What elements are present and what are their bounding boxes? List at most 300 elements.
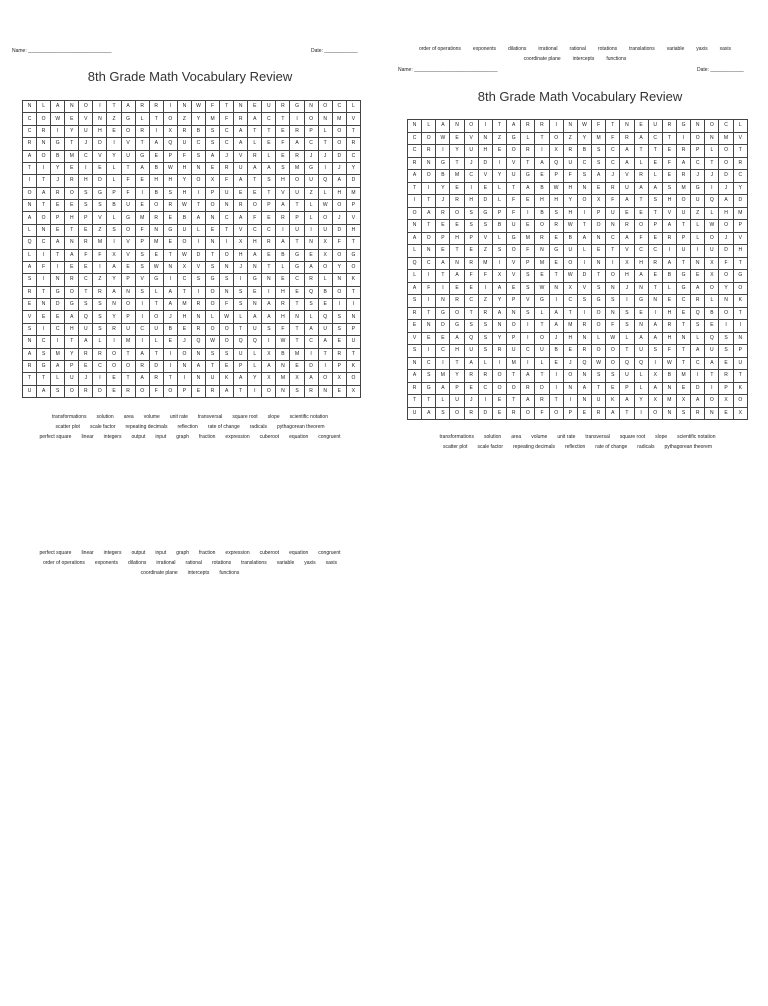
grid-row bbox=[23, 150, 361, 162]
grid-cell: R bbox=[346, 138, 360, 150]
grid-cell: S bbox=[135, 261, 149, 273]
grid-cell: U bbox=[79, 323, 93, 335]
grid-cell: N bbox=[606, 307, 620, 320]
grid-cell: P bbox=[521, 257, 535, 270]
grid-cell: S bbox=[577, 295, 591, 308]
grid-cell: E bbox=[37, 311, 51, 323]
grid-cell: A bbox=[163, 286, 177, 298]
word-list-item: output bbox=[131, 434, 146, 440]
grid-cell: L bbox=[304, 311, 318, 323]
grid-row bbox=[408, 257, 748, 270]
grid-cell: E bbox=[79, 224, 93, 236]
grid-cell: T bbox=[648, 282, 662, 295]
grid-cell: E bbox=[549, 357, 563, 370]
grid-cell: U bbox=[620, 370, 634, 383]
grid-cell: R bbox=[450, 295, 464, 308]
grid-cell: M bbox=[535, 257, 549, 270]
word-list-item: transformations bbox=[52, 414, 87, 420]
grid-cell: W bbox=[191, 101, 205, 113]
grid-cell: N bbox=[436, 295, 450, 308]
grid-cell: E bbox=[107, 125, 121, 137]
grid-cell: E bbox=[464, 282, 478, 295]
grid-cell: I bbox=[422, 270, 436, 283]
grid-cell: R bbox=[23, 286, 37, 298]
grid-cell: P bbox=[492, 207, 506, 220]
grid-cell: C bbox=[304, 138, 318, 150]
grid-cell: I bbox=[577, 257, 591, 270]
grid-cell: Y bbox=[107, 150, 121, 162]
grid-cell: R bbox=[662, 232, 676, 245]
grid-cell: C bbox=[23, 125, 37, 137]
grid-cell: W bbox=[436, 132, 450, 145]
grid-cell: Z bbox=[177, 113, 191, 125]
word-list-item: integers bbox=[103, 550, 122, 556]
grid-cell: E bbox=[436, 220, 450, 233]
word-list-item: input bbox=[155, 434, 167, 440]
grid-cell: A bbox=[51, 237, 65, 249]
grid-cell: Z bbox=[691, 207, 705, 220]
grid-cell: N bbox=[563, 382, 577, 395]
grid-cell: O bbox=[191, 175, 205, 187]
grid-cell: U bbox=[733, 357, 747, 370]
grid-cell: U bbox=[691, 195, 705, 208]
grid-cell: R bbox=[535, 232, 549, 245]
grid-cell: O bbox=[346, 261, 360, 273]
grid-cell: A bbox=[290, 138, 304, 150]
grid-cell: O bbox=[422, 232, 436, 245]
grid-cell: I bbox=[23, 175, 37, 187]
grid-cell: E bbox=[65, 162, 79, 174]
word-list-item: slope bbox=[655, 434, 668, 440]
word-list-item: slope bbox=[267, 414, 280, 420]
grid-cell: O bbox=[262, 385, 276, 397]
word-list-item: cuberoot bbox=[259, 550, 280, 556]
grid-cell: W bbox=[535, 282, 549, 295]
grid-cell: G bbox=[634, 295, 648, 308]
grid-cell: O bbox=[705, 120, 719, 133]
grid-cell: S bbox=[592, 145, 606, 158]
grid-cell: T bbox=[676, 357, 690, 370]
grid-cell: E bbox=[304, 249, 318, 261]
grid-cell: I bbox=[422, 295, 436, 308]
grid-cell: S bbox=[691, 320, 705, 333]
grid-cell: A bbox=[719, 195, 733, 208]
grid-cell: A bbox=[577, 382, 591, 395]
word-list-item: reflection bbox=[564, 444, 586, 450]
grid-cell: D bbox=[304, 360, 318, 372]
grid-cell: U bbox=[450, 395, 464, 408]
grid-row bbox=[408, 395, 748, 408]
grid-row bbox=[408, 320, 748, 333]
grid-cell: H bbox=[177, 311, 191, 323]
grid-cell: L bbox=[318, 274, 332, 286]
date-field-right: Date: ____________ bbox=[697, 67, 744, 73]
grid-cell: E bbox=[191, 385, 205, 397]
grid-cell: I bbox=[464, 182, 478, 195]
grid-cell: X bbox=[107, 249, 121, 261]
grid-cell: A bbox=[450, 332, 464, 345]
grid-cell: T bbox=[450, 157, 464, 170]
grid-cell: T bbox=[121, 373, 135, 385]
grid-cell: Y bbox=[346, 162, 360, 174]
grid-row bbox=[23, 162, 361, 174]
grid-cell: I bbox=[606, 257, 620, 270]
grid-cell: A bbox=[121, 101, 135, 113]
grid-cell: U bbox=[220, 187, 234, 199]
grid-cell: I bbox=[191, 237, 205, 249]
grid-cell: B bbox=[51, 150, 65, 162]
grid-cell: N bbox=[705, 407, 719, 420]
grid-cell: W bbox=[163, 162, 177, 174]
grid-cell: E bbox=[691, 270, 705, 283]
grid-cell: I bbox=[719, 320, 733, 333]
grid-cell: I bbox=[37, 162, 51, 174]
grid-cell: Z bbox=[93, 224, 107, 236]
grid-cell: H bbox=[248, 237, 262, 249]
grid-cell: V bbox=[464, 132, 478, 145]
grid-cell: E bbox=[676, 382, 690, 395]
grid-cell: U bbox=[290, 187, 304, 199]
grid-cell: T bbox=[37, 175, 51, 187]
grid-cell: A bbox=[23, 212, 37, 224]
grid-cell: S bbox=[620, 320, 634, 333]
grid-cell: W bbox=[276, 336, 290, 348]
grid-cell: M bbox=[676, 182, 690, 195]
grid-cell: I bbox=[436, 357, 450, 370]
grid-row bbox=[23, 373, 361, 385]
grid-cell: D bbox=[93, 385, 107, 397]
grid-cell: L bbox=[191, 224, 205, 236]
grid-cell: C bbox=[93, 360, 107, 372]
grid-cell: B bbox=[276, 348, 290, 360]
grid-cell: A bbox=[107, 261, 121, 273]
grid-cell: T bbox=[65, 224, 79, 236]
grid-cell: G bbox=[304, 162, 318, 174]
grid-cell: N bbox=[634, 282, 648, 295]
grid-cell: T bbox=[177, 286, 191, 298]
grid-cell: U bbox=[408, 407, 422, 420]
grid-cell: U bbox=[262, 101, 276, 113]
grid-cell: R bbox=[304, 385, 318, 397]
grid-cell: R bbox=[135, 101, 149, 113]
grid-cell: I bbox=[51, 261, 65, 273]
grid-cell: Z bbox=[478, 245, 492, 258]
grid-cell: E bbox=[276, 150, 290, 162]
grid-cell: F bbox=[535, 407, 549, 420]
grid-cell: E bbox=[634, 120, 648, 133]
grid-cell: M bbox=[65, 150, 79, 162]
grid-cell: J bbox=[620, 282, 634, 295]
grid-cell: S bbox=[79, 187, 93, 199]
grid-cell: O bbox=[206, 200, 220, 212]
grid-cell: G bbox=[149, 274, 163, 286]
word-list-item: variable bbox=[276, 560, 295, 566]
word-list-item: congruent bbox=[318, 550, 341, 556]
grid-cell: O bbox=[705, 395, 719, 408]
grid-cell: P bbox=[65, 360, 79, 372]
grid-cell: E bbox=[163, 212, 177, 224]
grid-cell: T bbox=[606, 120, 620, 133]
grid-cell: U bbox=[304, 175, 318, 187]
grid-cell: A bbox=[634, 182, 648, 195]
grid-cell: N bbox=[121, 286, 135, 298]
grid-cell: T bbox=[65, 138, 79, 150]
grid-cell: E bbox=[592, 182, 606, 195]
grid-cell: N bbox=[606, 220, 620, 233]
grid-cell: P bbox=[163, 150, 177, 162]
grid-cell: N bbox=[577, 182, 591, 195]
grid-cell: T bbox=[492, 120, 506, 133]
word-list-item: area bbox=[511, 434, 522, 440]
grid-cell: T bbox=[346, 348, 360, 360]
grid-cell: O bbox=[65, 187, 79, 199]
word-list-item: irrational bbox=[156, 560, 176, 566]
grid-cell: M bbox=[290, 162, 304, 174]
grid-cell: T bbox=[705, 157, 719, 170]
grid-cell: A bbox=[262, 299, 276, 311]
grid-cell: R bbox=[648, 257, 662, 270]
grid-cell: L bbox=[262, 150, 276, 162]
grid-cell: P bbox=[121, 311, 135, 323]
grid-cell: G bbox=[135, 150, 149, 162]
grid-cell: I bbox=[492, 157, 506, 170]
grid-cell: J bbox=[464, 157, 478, 170]
grid-cell: R bbox=[577, 320, 591, 333]
grid-cell: U bbox=[676, 207, 690, 220]
grid-cell: R bbox=[107, 323, 121, 335]
grid-cell: S bbox=[662, 182, 676, 195]
grid-cell: I bbox=[492, 357, 506, 370]
grid-cell: M bbox=[149, 237, 163, 249]
grid-cell: H bbox=[163, 175, 177, 187]
grid-cell: A bbox=[521, 182, 535, 195]
grid-cell: Y bbox=[332, 261, 346, 273]
grid-cell: S bbox=[592, 157, 606, 170]
grid-cell: I bbox=[521, 320, 535, 333]
grid-cell: N bbox=[37, 138, 51, 150]
grid-cell: V bbox=[276, 187, 290, 199]
grid-cell: R bbox=[733, 157, 747, 170]
grid-cell: U bbox=[346, 336, 360, 348]
grid-cell: I bbox=[149, 125, 163, 137]
grid-row bbox=[23, 101, 361, 113]
word-list-item: transformations bbox=[439, 434, 474, 440]
grid-cell: E bbox=[464, 245, 478, 258]
grid-cell: C bbox=[478, 382, 492, 395]
grid-cell: A bbox=[234, 125, 248, 137]
grid-cell: E bbox=[65, 113, 79, 125]
grid-cell: O bbox=[521, 407, 535, 420]
grid-cell: S bbox=[135, 249, 149, 261]
grid-cell: L bbox=[592, 332, 606, 345]
grid-cell: R bbox=[450, 195, 464, 208]
grid-cell: O bbox=[507, 245, 521, 258]
grid-cell: O bbox=[719, 307, 733, 320]
grid-cell: P bbox=[436, 232, 450, 245]
grid-cell: E bbox=[507, 282, 521, 295]
grid-cell: A bbox=[662, 257, 676, 270]
grid-cell: A bbox=[620, 145, 634, 158]
grid-cell: V bbox=[478, 170, 492, 183]
grid-cell: H bbox=[662, 307, 676, 320]
grid-cell: B bbox=[577, 145, 591, 158]
grid-cell: T bbox=[450, 245, 464, 258]
grid-row bbox=[408, 157, 748, 170]
grid-cell: Q bbox=[408, 257, 422, 270]
grid-cell: O bbox=[121, 360, 135, 372]
grid-cell: M bbox=[177, 299, 191, 311]
grid-cell: P bbox=[648, 220, 662, 233]
grid-cell: Q bbox=[691, 307, 705, 320]
word-list-item: reflection bbox=[177, 424, 198, 430]
grid-cell: L bbox=[408, 270, 422, 283]
grid-cell: F bbox=[478, 270, 492, 283]
grid-cell: Z bbox=[492, 132, 506, 145]
grid-cell: N bbox=[577, 332, 591, 345]
grid-cell: R bbox=[149, 101, 163, 113]
grid-cell: E bbox=[634, 307, 648, 320]
grid-cell: T bbox=[149, 299, 163, 311]
grid-cell: D bbox=[733, 195, 747, 208]
grid-cell: I bbox=[733, 320, 747, 333]
word-list-item: coordinate plane bbox=[523, 56, 561, 62]
grid-cell: P bbox=[620, 382, 634, 395]
grid-cell: A bbox=[549, 320, 563, 333]
grid-cell: P bbox=[262, 200, 276, 212]
grid-cell: C bbox=[37, 336, 51, 348]
grid-cell: L bbox=[634, 370, 648, 383]
grid-cell: K bbox=[346, 360, 360, 372]
grid-cell: O bbox=[691, 132, 705, 145]
grid-row bbox=[23, 212, 361, 224]
grid-cell: W bbox=[549, 182, 563, 195]
grid-cell: O bbox=[592, 345, 606, 358]
word-list-item: graph bbox=[176, 434, 190, 440]
grid-cell: A bbox=[634, 270, 648, 283]
grid-cell: O bbox=[592, 220, 606, 233]
grid-cell: F bbox=[606, 320, 620, 333]
grid-cell: M bbox=[478, 257, 492, 270]
grid-cell: U bbox=[592, 395, 606, 408]
grid-cell: I bbox=[346, 299, 360, 311]
grid-cell: I bbox=[691, 370, 705, 383]
grid-cell: L bbox=[521, 132, 535, 145]
grid-cell: E bbox=[262, 212, 276, 224]
grid-cell: E bbox=[648, 270, 662, 283]
grid-cell: R bbox=[248, 150, 262, 162]
grid-cell: N bbox=[220, 200, 234, 212]
grid-cell: N bbox=[304, 237, 318, 249]
grid-cell: E bbox=[220, 360, 234, 372]
grid-cell: F bbox=[634, 232, 648, 245]
grid-cell: S bbox=[408, 345, 422, 358]
grid-cell: F bbox=[276, 138, 290, 150]
grid-cell: R bbox=[464, 257, 478, 270]
grid-cell: I bbox=[135, 311, 149, 323]
grid-cell: I bbox=[634, 407, 648, 420]
grid-cell: S bbox=[478, 345, 492, 358]
grid-cell: S bbox=[592, 282, 606, 295]
grid-cell: V bbox=[662, 207, 676, 220]
grid-cell: T bbox=[290, 323, 304, 335]
grid-cell: L bbox=[304, 200, 318, 212]
grid-cell: N bbox=[234, 101, 248, 113]
grid-cell: L bbox=[492, 232, 506, 245]
grid-cell: O bbox=[606, 357, 620, 370]
grid-cell: R bbox=[662, 120, 676, 133]
grid-cell: O bbox=[332, 138, 346, 150]
grid-cell: R bbox=[191, 299, 205, 311]
grid-cell: W bbox=[577, 120, 591, 133]
grid-cell: I bbox=[163, 360, 177, 372]
grid-cell: D bbox=[191, 249, 205, 261]
grid-cell: T bbox=[733, 307, 747, 320]
grid-cell: E bbox=[149, 249, 163, 261]
grid-cell: O bbox=[332, 249, 346, 261]
grid-cell: A bbox=[65, 311, 79, 323]
grid-cell: T bbox=[733, 370, 747, 383]
grid-cell: C bbox=[332, 101, 346, 113]
grid-cell: S bbox=[332, 323, 346, 335]
grid-cell: J bbox=[51, 175, 65, 187]
grid-cell: P bbox=[719, 382, 733, 395]
grid-cell: O bbox=[719, 157, 733, 170]
grid-cell: S bbox=[592, 370, 606, 383]
grid-cell: A bbox=[220, 385, 234, 397]
grid-cell: A bbox=[248, 113, 262, 125]
grid-cell: L bbox=[37, 101, 51, 113]
grid-cell: T bbox=[121, 348, 135, 360]
grid-row bbox=[408, 207, 748, 220]
grid-cell: N bbox=[304, 101, 318, 113]
grid-cell: S bbox=[93, 311, 107, 323]
grid-cell: N bbox=[262, 274, 276, 286]
grid-cell: E bbox=[521, 220, 535, 233]
grid-cell: T bbox=[23, 373, 37, 385]
grid-cell: L bbox=[691, 332, 705, 345]
grid-cell: R bbox=[563, 145, 577, 158]
grid-cell: E bbox=[318, 299, 332, 311]
grid-cell: F bbox=[177, 150, 191, 162]
grid-cell: G bbox=[592, 295, 606, 308]
grid-cell: G bbox=[676, 282, 690, 295]
grid-cell: O bbox=[549, 407, 563, 420]
grid-cell: T bbox=[648, 145, 662, 158]
grid-cell: L bbox=[478, 357, 492, 370]
grid-cell: O bbox=[408, 207, 422, 220]
grid-cell: S bbox=[549, 207, 563, 220]
grid-cell: T bbox=[535, 320, 549, 333]
grid-cell: H bbox=[620, 270, 634, 283]
grid-cell: D bbox=[332, 150, 346, 162]
grid-cell: U bbox=[318, 224, 332, 236]
grid-cell: P bbox=[676, 232, 690, 245]
grid-cell: R bbox=[37, 125, 51, 137]
grid-cell: M bbox=[276, 373, 290, 385]
word-list-item: intercepts bbox=[187, 570, 210, 576]
grid-cell: C bbox=[346, 150, 360, 162]
grid-cell: L bbox=[691, 232, 705, 245]
grid-cell: N bbox=[163, 261, 177, 273]
grid-cell: B bbox=[535, 182, 549, 195]
grid-cell: E bbox=[662, 145, 676, 158]
grid-cell: T bbox=[422, 395, 436, 408]
grid-cell: W bbox=[563, 270, 577, 283]
name-field-left: Name: ______________________________ bbox=[12, 48, 112, 54]
grid-cell: T bbox=[37, 373, 51, 385]
grid-cell: O bbox=[592, 307, 606, 320]
grid-cell: E bbox=[549, 232, 563, 245]
